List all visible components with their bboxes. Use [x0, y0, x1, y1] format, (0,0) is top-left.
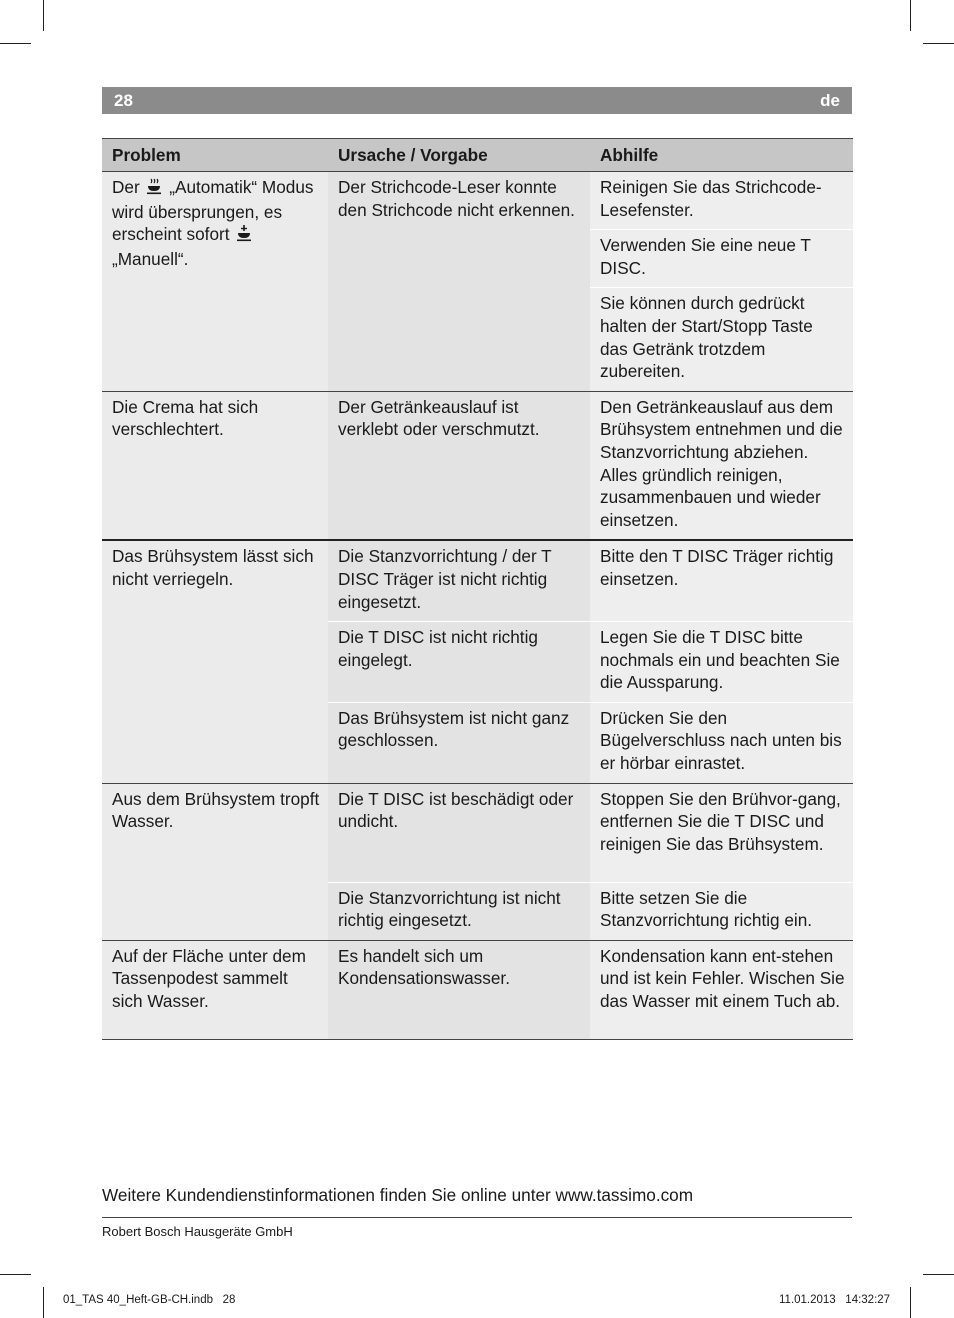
problem-cell: Die Crema hat sich verschlechtert.	[102, 391, 328, 540]
fix-cell: Legen Sie die T DISC bitte nochmals ein und beachten Sie die Aussparung.	[590, 622, 853, 703]
fix-cell: Stoppen Sie den Brühvor-gang, entfernen Sie die T DISC und reinigen Sie das Brühsystem.	[590, 783, 853, 882]
cause-cell: Die Stanzvorrichtung / der T DISC Träger ist nicht richtig eingesetzt.	[328, 540, 590, 621]
fix-cell: Bitte den T DISC Träger richtig einsetzen.	[590, 540, 853, 621]
slug-page: 28	[222, 1294, 236, 1306]
table-row	[102, 391, 853, 540]
crop-mark	[43, 0, 44, 31]
footer-company: Robert Bosch Hausgeräte GmbH	[102, 1224, 293, 1239]
fix-cell: Kondensation kann ent-stehen und ist kein Fehler. Wischen Sie das Wasser mit einem Tuch ab.	[590, 940, 853, 1039]
crop-mark	[910, 1287, 911, 1318]
slug-date: 11.01.2013	[779, 1294, 836, 1306]
crop-mark	[923, 1274, 954, 1275]
crop-mark	[923, 43, 954, 44]
print-slug-file	[63, 1294, 235, 1306]
language-code: de	[820, 90, 840, 110]
column-header-problem: Problem	[102, 139, 328, 172]
page-number: 28	[114, 90, 133, 110]
cause-cell: Die T DISC ist beschädigt oder undicht.	[328, 783, 590, 882]
slug-time: 14:32:27	[845, 1294, 891, 1306]
cause-cell: Es handelt sich um Kondensationswasser.	[328, 940, 590, 1039]
fix-cell: Sie können durch gedrückt halten der Start/Stopp Taste das Getränk trotzdem zubereiten.	[590, 288, 853, 391]
fix-cell: Reinigen Sie das Strichcode-Lesefenster.	[590, 172, 853, 230]
problem-cell: Auf der Fläche unter dem Tassenpodest sammelt sich Wasser.	[102, 940, 328, 1039]
cause-cell: Das Brühsystem ist nicht ganz geschlossen.	[328, 702, 590, 783]
cause-cell: Die T DISC ist nicht richtig eingelegt.	[328, 622, 590, 703]
table-row	[102, 783, 853, 882]
column-header-fix: Abhilfe	[590, 139, 853, 172]
print-slug-timestamp	[779, 1294, 890, 1306]
fix-cell: Drücken Sie den Bügelverschluss nach unten bis er hörbar einrastet.	[590, 702, 853, 783]
automatic-cup-icon	[146, 178, 162, 201]
table-header-row	[102, 139, 853, 172]
slug-filename: 01_TAS 40_Heft-GB-CH.indb	[63, 1294, 213, 1306]
problem-cell: Aus dem Brühsystem tropft Wasser.	[102, 783, 328, 940]
table-row	[102, 940, 853, 1039]
fix-cell: Verwenden Sie eine neue T DISC.	[590, 230, 853, 288]
problem-cell: Das Brühsystem lässt sich nicht verriegeln.	[102, 540, 328, 783]
crop-mark	[0, 1274, 31, 1275]
cause-cell: Der Strichcode-Leser konnte den Strichcode nicht erkennen.	[328, 172, 590, 392]
page-header-bar	[102, 87, 852, 114]
footer-divider	[102, 1217, 852, 1218]
problem-cell: Der „Automatik“ Modus wird übersprungen, es erscheint sofort „Manuell“.	[102, 172, 328, 392]
table-row	[102, 172, 853, 230]
crop-mark	[910, 0, 911, 31]
crop-mark	[43, 1287, 44, 1318]
fix-cell: Den Getränkeauslauf aus dem Brühsystem entnehmen und die Stanzvorrichtung abziehen. Alles gründlich reinigen, zusammenbauen und wieder einsetzen.	[590, 391, 853, 540]
cause-cell: Der Getränkeauslauf ist verklebt oder verschmutzt.	[328, 391, 590, 540]
manual-cup-icon	[236, 225, 252, 248]
troubleshooting-table	[102, 138, 853, 1040]
crop-mark	[0, 43, 31, 44]
table-row	[102, 540, 853, 621]
column-header-cause: Ursache / Vorgabe	[328, 139, 590, 172]
footer-service-info: Weitere Kundendienstinformationen finden Sie online unter www.tassimo.com	[102, 1185, 694, 1205]
fix-cell: Bitte setzen Sie die Stanzvorrichtung richtig ein.	[590, 882, 853, 940]
cause-cell: Die Stanzvorrichtung ist nicht richtig eingesetzt.	[328, 882, 590, 940]
